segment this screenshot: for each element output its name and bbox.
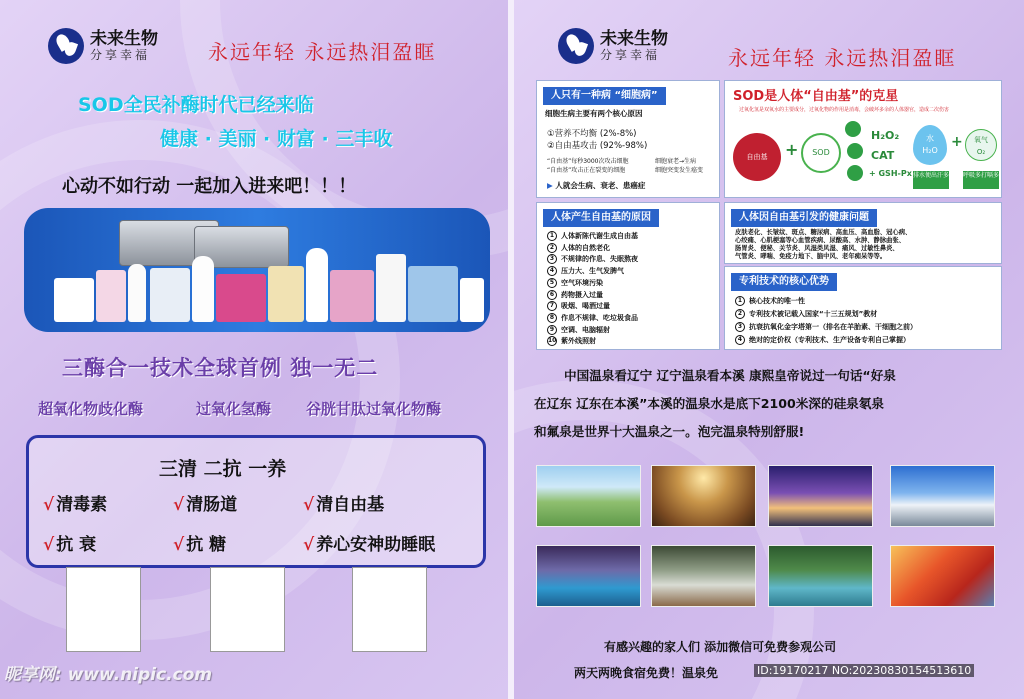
benefit-label: 清毒素	[56, 495, 108, 515]
note: 细胞突变发生癌变	[655, 167, 704, 174]
card-health-problems	[724, 202, 1002, 264]
product-box	[150, 268, 190, 322]
right-page	[514, 0, 1024, 699]
water-label: 水	[926, 134, 934, 143]
card-title: 人体产生自由基的原因	[543, 209, 659, 227]
blank-box	[210, 567, 285, 652]
photo-autumn-leaves	[890, 545, 995, 607]
card-result	[547, 181, 645, 191]
card-sod	[724, 80, 1002, 198]
enzyme-1: 超氧化物歧化酶	[38, 400, 144, 418]
note: “自由基”攻击正在裂变的细胞	[547, 167, 626, 174]
headline-health: 健康 · 美丽 · 财富 · 三丰收	[160, 128, 393, 150]
plus-icon: +	[785, 140, 799, 159]
tech-headline: 三酶合一技术全球首例 独一无二	[62, 356, 379, 380]
blank-box	[352, 567, 427, 652]
photo-pool-garden	[768, 545, 873, 607]
plus-icon: +	[951, 134, 963, 150]
cause-text: 空调、电脑辐射	[561, 325, 610, 334]
check-icon: √	[303, 495, 315, 515]
oxygen-label: 氧气	[974, 136, 988, 144]
water-formula: H₂O	[922, 146, 938, 155]
logo-icon	[558, 28, 594, 64]
image-id: ID:19170217 NO:20230830154513610	[754, 664, 974, 677]
benefit-item	[303, 490, 384, 515]
product-box	[330, 270, 374, 322]
cause-text: 紫外线照射	[561, 337, 596, 346]
gsh-label: + GSH-Px	[869, 169, 912, 178]
oxygen-icon	[965, 129, 997, 161]
enzyme-dot	[847, 165, 863, 181]
product-banner	[24, 208, 490, 332]
sod-icon: SOD	[801, 133, 841, 173]
product-bottle	[306, 248, 328, 322]
patent-text: 抗衰抗氧化金字塔第一（排名在羊胎素、干细胞之前）	[749, 323, 917, 331]
cause-item: ①营养不均衡 (2%-8%)	[547, 129, 637, 139]
hot-spring-text: 在辽东 辽东在本溪”本溪的温泉水是底下2100米深的硅泉氡泉	[534, 396, 884, 411]
problem-line: 肠胃炎、便秘、关节炎、风湿类风湿、痛风、过敏性鼻炎、	[735, 245, 899, 252]
card-title: SOD是人体“自由基”的克星	[733, 89, 899, 104]
photo-indoor-pool	[536, 545, 641, 607]
check-icon: √	[43, 495, 55, 515]
check-icon: √	[173, 495, 185, 515]
brand-logo	[48, 28, 158, 64]
product-bottle	[192, 256, 214, 322]
patent-list: 1 核心技术的唯一性 2 专利技术被记载入国家“十三五规划”教材 3 抗衰抗氧化金字塔第一（排名在羊胎素、干细胞之前） 4 绝对的定价权（专利技术、生产设备专利自己掌握）	[735, 295, 917, 347]
patent-text: 绝对的定价权（专利技术、生产设备专利自己掌握）	[749, 336, 910, 344]
card-title: 人体因自由基引发的健康问题	[731, 209, 877, 227]
cause-text: 作息不规律、吃垃圾食品	[561, 313, 638, 322]
benefit-item	[43, 530, 96, 555]
water-drop-icon	[913, 125, 947, 165]
benefit-item	[43, 490, 107, 515]
cause-text: 不规律的作息、失眠熬夜	[561, 255, 638, 264]
photo-outdoor-spring	[651, 545, 756, 607]
benefit-label: 抗 糖	[186, 535, 227, 555]
card-subtitle: 过氧化氢是双氧水的主要成分，过氧化物的作用是消毒，会破坏多余的人体器官，造成二次伤害	[739, 107, 950, 113]
enzyme-2: 过氧化氢酶	[196, 400, 272, 418]
hot-spring-text: 和氟泉是世界十大温泉之一。泡完温泉特别舒服!	[534, 424, 805, 439]
call-to-action: 心动不如行动 一起加入进来吧！！！	[62, 176, 357, 197]
product-box	[268, 266, 304, 322]
check-icon: √	[173, 535, 185, 555]
benefit-item	[303, 530, 435, 555]
oxygen-formula: O₂	[976, 148, 986, 156]
cat-label: CAT	[871, 149, 895, 162]
photo-night-building	[768, 465, 873, 527]
problem-line: 气管炎、哮喘、免疫力地下、脑中风、老年痴呆等等。	[735, 253, 887, 260]
cause-text: 人体新陈代谢生成自由基	[561, 232, 638, 240]
note: 细胞衰老→生病	[655, 158, 697, 165]
product-box	[460, 278, 484, 322]
blank-box	[66, 567, 141, 652]
card-title: 专利技术的核心优势	[731, 273, 837, 291]
free-radical-icon: 自由基	[733, 133, 781, 181]
enzyme-dot	[845, 121, 861, 137]
photo-banquet-hall	[651, 465, 756, 527]
brand-name: 未来生物	[600, 29, 668, 49]
visit-invite: 有感兴趣的家人们 添加微信可免费参观公司	[604, 640, 837, 654]
cause-text: 药物摄入过量	[561, 290, 603, 299]
product-bottle	[128, 264, 146, 322]
enzyme-3: 谷胱甘肽过氧化物酶	[306, 400, 442, 418]
cause-text: 吸烟、喝酒过量	[561, 302, 610, 311]
slogan: 永远年轻 永远热泪盈眶	[208, 40, 437, 64]
benefit-label: 清自由基	[316, 495, 385, 515]
photo-hotel-building	[890, 465, 995, 527]
result-text: 人就会生病、衰老、患癌症	[555, 181, 646, 190]
patent-text: 核心技术的唯一性	[749, 297, 805, 305]
check-icon: √	[303, 535, 315, 555]
product-box	[216, 274, 266, 322]
cause-text: 压力大、生气发脾气	[561, 267, 624, 276]
breathe-badge: 呼吸多打嗝多	[963, 171, 999, 189]
watermark: 昵享网: www.nipic.com	[4, 665, 213, 685]
left-page	[0, 0, 508, 699]
product-box	[54, 278, 94, 322]
card-subtitle: 细胞生病主要有两个核心原因	[545, 109, 643, 118]
card-patent	[724, 266, 1002, 350]
photo-aerial-resort	[536, 465, 641, 527]
headline-sod: SOD全民补酶时代已经来临	[78, 94, 314, 116]
benefit-label: 养心安神助睡眠	[316, 535, 436, 555]
brand-name: 未来生物	[90, 29, 158, 49]
enzyme-dot	[847, 143, 863, 159]
benefits-box	[26, 435, 486, 568]
slogan: 永远年轻 永远热泪盈眶	[728, 46, 957, 70]
check-icon: √	[43, 535, 55, 555]
logo-icon	[48, 28, 84, 64]
arrow-right-icon: ▶	[547, 181, 556, 190]
brand-tagline: 分享幸福	[600, 48, 661, 62]
h2o2-label: H₂O₂	[871, 129, 900, 142]
hot-spring-text: 中国温泉看辽宁 辽宁温泉看本溪 康熙皇帝说过一句话“好泉	[564, 368, 896, 383]
benefit-label: 清肠道	[186, 495, 238, 515]
benefits-title: 三清 二抗 一养	[159, 458, 287, 480]
brand-logo	[558, 28, 668, 64]
card-cell-disease	[536, 80, 720, 198]
benefit-item	[173, 530, 226, 555]
product-box	[96, 270, 126, 322]
cause-text: 空气环境污染	[561, 278, 603, 287]
causes-list: 1 人体新陈代谢生成自由基 2 人体的自然老化 3 不规律的作息、失眠熬夜 4 压力大、生气发脾气 5 空气环境污染 6 药物摄入过量 7 吸烟、喝酒过量 8 作息不规律、吃垃圾食品 9 空调、电脑辐射 10 紫外线照射	[548, 232, 638, 346]
problem-line: 心绞痛、心肌梗塞等心血管疾病、尿酸高、水肿、静脉曲张、	[735, 237, 906, 244]
free-stay: 两天两晚食宿免费！温泉免	[574, 666, 719, 680]
product-box	[408, 266, 458, 322]
brand-tagline: 分享幸福	[90, 48, 151, 62]
benefit-label: 抗 衰	[56, 535, 97, 555]
patent-text: 专利技术被记载入国家“十三五规划”教材	[749, 310, 878, 318]
note: “自由基”每秒3000次攻击细胞	[547, 158, 629, 165]
benefit-item	[173, 490, 237, 515]
problem-line: 皮肤老化、长皱纹、斑点、糖尿病、高血压、高血脂、冠心病、	[735, 229, 912, 236]
cause-item: ②自由基攻击 (92%-98%)	[547, 141, 648, 151]
product-box	[376, 254, 406, 322]
cause-text: 人体的自然老化	[561, 243, 610, 252]
card-title: 人只有一种病 “细胞病”	[543, 87, 666, 105]
card-causes	[536, 202, 720, 350]
discharge-badge: 排水便出汗多	[913, 171, 949, 189]
